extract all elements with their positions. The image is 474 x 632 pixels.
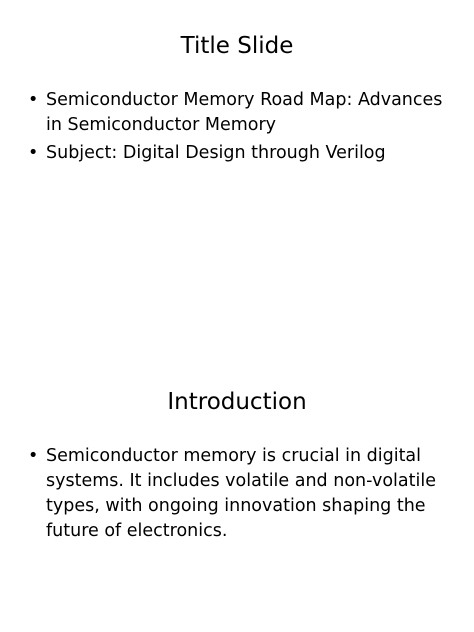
slide-title: Title Slide bbox=[180, 33, 294, 59]
bullet-icon: • bbox=[28, 143, 39, 163]
bullet-item bbox=[28, 141, 448, 166]
bullet-item bbox=[28, 444, 448, 544]
bullet-list bbox=[28, 88, 448, 169]
bullet-icon: • bbox=[28, 90, 39, 110]
bullet-text: Subject: Digital Design through Verilog bbox=[46, 143, 386, 163]
slide-introduction bbox=[0, 316, 474, 632]
bullet-list bbox=[28, 444, 448, 547]
bullet-text: Semiconductor memory is crucial in digital systems. It includes volatile and non-volatile types, with ongoing innovation shaping the future of electronics. bbox=[46, 446, 436, 541]
bullet-icon: • bbox=[28, 446, 39, 466]
bullet-item bbox=[28, 88, 448, 138]
slide-title: Introduction bbox=[167, 389, 307, 415]
bullet-text: Semiconductor Memory Road Map: Advances in Semiconductor Memory bbox=[46, 90, 443, 135]
